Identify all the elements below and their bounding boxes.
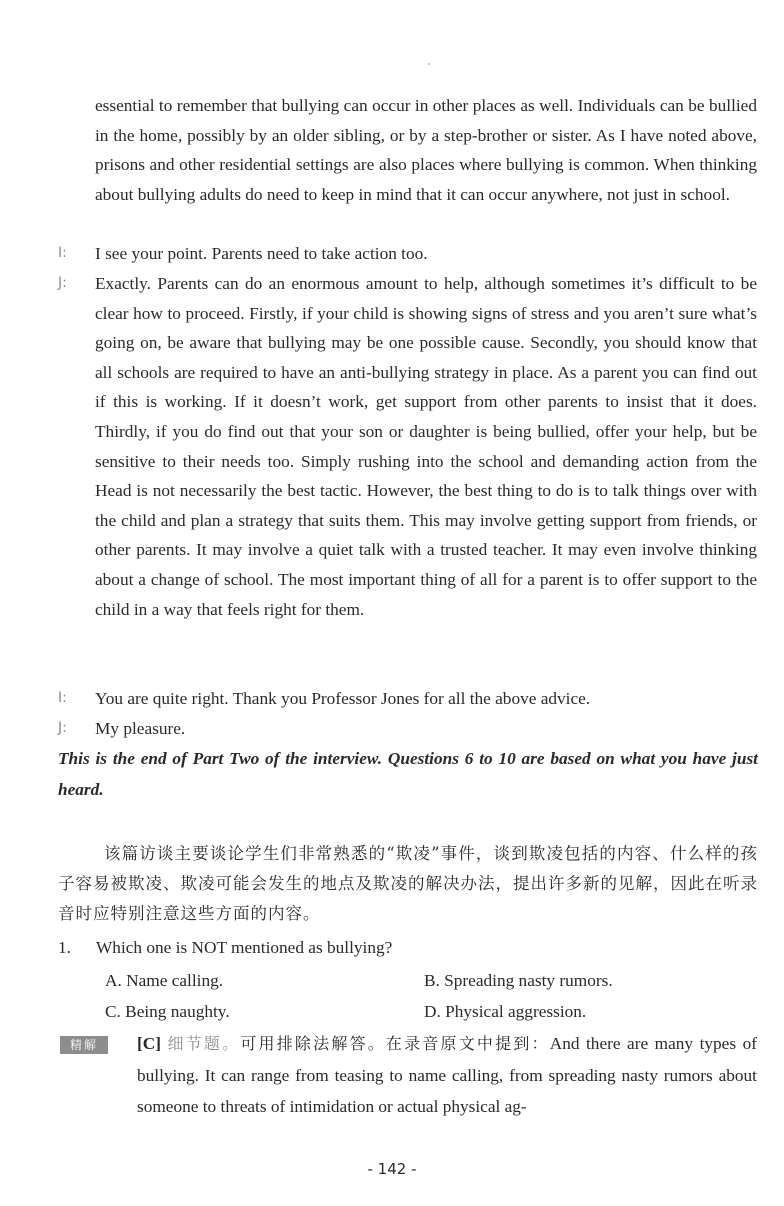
speaker-label: I: bbox=[58, 690, 67, 706]
answer-key: [C] bbox=[137, 1034, 161, 1053]
option-a: A. Name calling. bbox=[105, 971, 224, 990]
scan-speck bbox=[428, 63, 430, 65]
explanation-quote: And there are many types of bullying. It can range from teasing to name calling, from spreading nasty rumors about someone to threats of intimidation or actual physical ag- bbox=[137, 1034, 757, 1116]
explanation-paragraph bbox=[137, 1028, 757, 1123]
part-end-note: This is the end of Part Two of the interview. Questions 6 to 10 are based on what you have just heard. bbox=[58, 749, 758, 799]
dialogue-text: Exactly. Parents can do an enormous amount to help, although sometimes it’s difficult to be clear how to proceed. Firstly, if your child is showing signs of stress and you aren’t sure what’s going on, be aware that bullying may be one possible cause. Secondly, you should know that all schools are required to have an anti-bullying strategy in place. As a parent you can find out if this is working. If it doesn’t work, get support from other parents to insist that it does. Thirdly, if you do find out that your son or daughter is being bullied, offer your help, but be sensitive to their needs too. Simply rushing into the school and demanding action from the Head is not necessarily the best tactic. However, the best thing to do is to talk things over with the child and plan a strategy that suits them. This may involve getting support from friends, or other parents. It may involve a quiet talk with a trusted teacher. It may even involve thinking about a change of school. The most important thing of all for a parent is to offer support to the child in a way that feels right for them. bbox=[95, 274, 757, 619]
continuation-paragraph: essential to remember that bullying can occur in other places as well. Individuals can be bullied in the home, possibly by an older sibling, or by a step-brother or sister. As I have noted above, prisons and other residential settings are also places where bullying is common. When thinking about bullying adults do need to keep in mind that it can occur anywhere, not just in school. bbox=[95, 96, 757, 204]
question-type: 细节题。 bbox=[167, 1034, 241, 1053]
option-b: B. Spreading nasty rumors. bbox=[424, 971, 613, 990]
page-number: - 142 - bbox=[367, 1160, 417, 1178]
question-text: Which one is NOT mentioned as bullying? bbox=[96, 938, 393, 957]
speaker-label: J: bbox=[58, 275, 67, 291]
option-d: D. Physical aggression. bbox=[424, 1002, 587, 1021]
dialogue-text: You are quite right. Thank you Professor Jones for all the above advice. bbox=[95, 689, 591, 708]
question-number: 1. bbox=[58, 938, 71, 957]
chinese-intro-paragraph: 该篇访谈主要谈论学生们非常熟悉的“欺凌”事件，谈到欺凌包括的内容、什么样的孩子容易被欺凌、欺凌可能会发生的地点及欺凌的解决办法，提出许多新的见解，因此在听录音时应特别注意这些方面的内容。 bbox=[58, 844, 758, 923]
dialogue-text: My pleasure. bbox=[95, 719, 186, 738]
option-c: C. Being naughty. bbox=[105, 1002, 230, 1021]
speaker-label: J: bbox=[58, 720, 67, 736]
explanation-method: 可用排除法解答。在录音原文中提到： bbox=[240, 1034, 550, 1053]
speaker-label: I: bbox=[58, 245, 67, 261]
dialogue-text: I see your point. Parents need to take action too. bbox=[95, 244, 428, 263]
explanation-badge: 精解 bbox=[60, 1036, 108, 1054]
